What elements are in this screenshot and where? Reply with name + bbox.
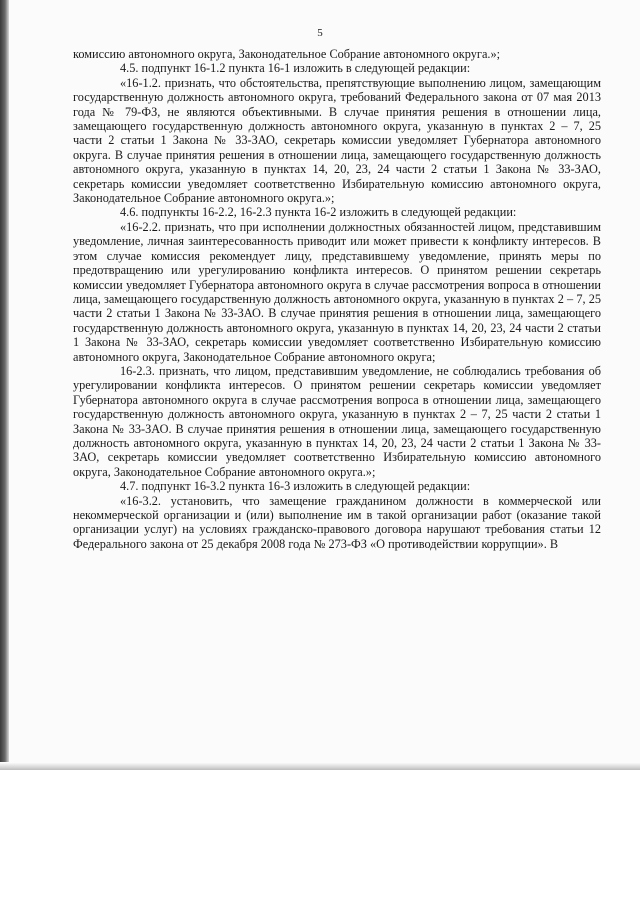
paragraph-item-4-6: 4.6. подпункты 16-2.2, 16-2.3 пункта 16-2 изложить в следующей редакции: — [120, 205, 517, 220]
scan-left-edge-shadow — [0, 0, 9, 770]
paragraph-16-3-2: «16-3.2. установить, что замещение гражданином должности в коммерческой или некоммерческой организации и (или) выполнение им в такой организации работ (оказание такой организации услуг) на условиях гражданско-правового договора нарушают требования статьи 12 Федерального закона от 25 декабря 2008 года № 273-ФЗ «О противодействии коррупции». В — [73, 493, 601, 551]
paragraph-item-4-7: 4.7. подпункт 16-3.2 пункта 16-3 изложить в следующей редакции: — [120, 479, 471, 494]
paragraph-16-1-2: «16-1.2. признать, что обстоятельства, препятствующие выполнению лицом, замещающим государственную должность автономного округа, требований Федерального закона от 07 мая 2013 года № 79-ФЗ, не являются объективными. В случае принятия решения в отношении лица, замещающего государственную должность автономного округа, указанную в пунктах 2 – 7, 25 части 2 статьи 1 Закона № 33-ЗАО, секретарь комиссии уведомляет Губернатора автономного округа. В случае принятия решения в отношении лица, замещающего государственную должность автономного округа, указанную в пунктах 14, 20, 23, 24 части 2 статьи 1 Закона № 33-ЗАО, секретарь комиссии уведомляет соответственно Избирательную комиссию автономного округа, Законодательное Собрание автономного округа.»; — [73, 75, 601, 206]
paragraph-16-2-2: «16-2.2. признать, что при исполнении должностных обязанностей лицом, представившим уведомление, личная заинтересованность приводит или может привести к конфликту интересов. В этом случае комиссия рекомендует лицу, представившему уведомление, принять меры по предотвращению или урегулированию конфликта интересов. О принятом решении секретарь комиссии уведомляет Губернатора автономного округа в случае рассмотрения вопроса в отношении лица, замещающего государственную должность автономного округа, указанную в пунктах 2 – 7, 25 части 2 статьи 1 Закона № 33-ЗАО. В случае принятия решения в отношении лица, замещающего государственную должность автономного округа, указанную в пунктах 14, 20, 23, 24 части 2 статьи 1 Закона № 33-ЗАО, секретарь комиссии уведомляет соответственно Избирательную комиссию автономного округа, Законодательное Собрание автономного округа; — [73, 219, 601, 364]
page-number: 5 — [317, 27, 323, 39]
paragraph-item-4-5: 4.5. подпункт 16-1.2 пункта 16-1 изложить в следующей редакции: — [120, 61, 471, 76]
paragraph-16-2-3: 16-2.3. признать, что лицом, представившим уведомление, не соблюдались требования об урегулировании конфликта интересов. О принятом решении секретарь комиссии уведомляет Губернатора автономного округа в случае рассмотрения вопроса в отношении лица, замещающего государственную должность автономного округа, указанную в пунктах 2 – 7, 25 части 2 статьи 1 Закона № 33-ЗАО. В случае принятия решения в отношении лица, замещающего государственную должность автономного округа, указанную в пунктах 14, 20, 23, 24 части 2 статьи 1 Закона № 33-ЗАО, секретарь комиссии уведомляет соответственно Избирательную комиссию автономного округа, Законодательное Собрание автономного округа.»; — [73, 363, 601, 479]
document-body — [73, 47, 601, 551]
scan-bottom-edge-shadow — [0, 762, 640, 770]
paragraph-continuation: комиссию автономного округа, Законодательное Собрание автономного округа.»; — [73, 47, 501, 61]
